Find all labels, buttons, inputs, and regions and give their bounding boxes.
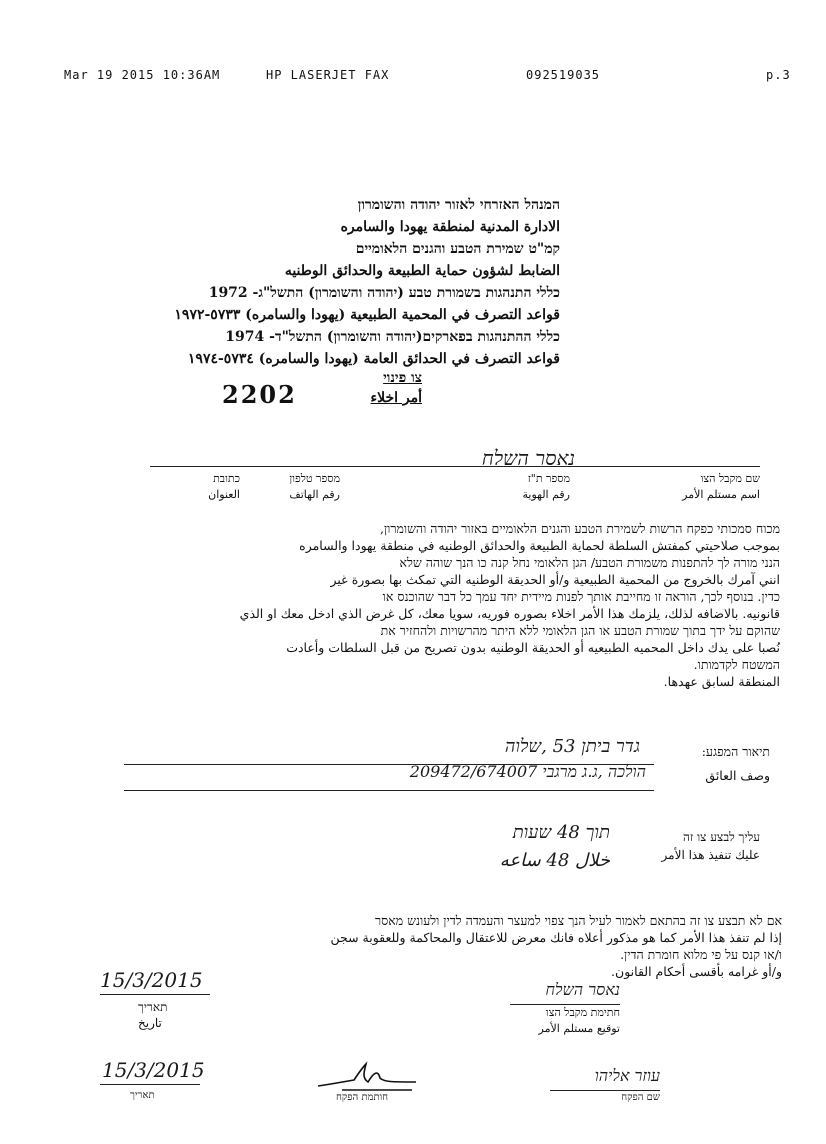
description-line-1: גדר ביתן 53 ,שלוה (504, 736, 640, 757)
deadline-line-2: خلال 48 ساعه (499, 850, 610, 871)
fax-number: 092519035 (526, 68, 601, 82)
recipient-name-label-ar: اسم مستلم الأمر (682, 488, 760, 501)
body-line-7: שהוקם על ידך בתוך שמורת הטבע או הגן הלאומי ללא היתר מהרשויות ולהחזיר את (380, 623, 780, 638)
body-line-9: המשטח לקדמותו. (693, 657, 780, 672)
date2-label-he: תאריך (130, 1090, 155, 1101)
recipient-id-label-he: מספר ת"ז (527, 472, 570, 485)
title-line-8: قواعد التصرف في الحدائق العامة (يهودا والسامره) ٥٧٣٤-١٩٧٤ (187, 351, 560, 367)
recipient-signature-label-ar: توقيع مستلم الأمر (538, 1022, 620, 1035)
date-underline-2 (100, 1084, 200, 1085)
recipient-name-value: נאסר השלח (481, 446, 575, 470)
description-label-he: תיאור המפגע: (701, 744, 770, 759)
body-line-8: نُصبا على يدك داخل المحميه الطبيعيه أو الحديقة الوطنيه بدون تصريح من قبل السلطات وأعادت (286, 640, 780, 655)
inspector-signature: עוזר אליהו (594, 1066, 660, 1085)
order-number: 2202 (222, 380, 297, 409)
description-line-2: הולכה ,ג.ג מרגבי 209472/674007 (409, 762, 646, 781)
title-line-4: الضابط لشؤون حماية الطبيعة والحدائق الوطنيه (284, 263, 560, 279)
deadline-line-1: תוך 48 שעות (512, 822, 610, 843)
penalty-line-4: و/أو غرامه بأقسى أحكام القانون. (611, 964, 782, 979)
stamp-signature-scribble (312, 1060, 422, 1096)
penalty-clause (150, 912, 782, 980)
recipient-signature: נאסר השלח (545, 980, 620, 999)
deadline-label-ar: عليك تنفيذ هذا الأمر (661, 848, 760, 862)
inspector-name-label-he: שם הפקח (621, 1092, 660, 1103)
title-line-1: המנהל האזרחי לאזור יהודה והשומרון (357, 197, 560, 213)
recipient-signature-underline (510, 1004, 620, 1005)
body-line-2: بموجب صلاحيتي كمفتش السلطة لحماية الطبيعة والحدائق الوطنيه في منطقة يهودا والسامره (299, 538, 780, 553)
date-label-he: תאריך (138, 1000, 168, 1014)
description-label-ar: وصف العائق (705, 768, 770, 783)
date-underline-1 (100, 994, 210, 995)
description-underline-2 (124, 790, 654, 791)
recipient-phone-label-he: מספר טלפון (289, 472, 340, 485)
body-line-5: כדין. בנוסף לכך, הוראה זו מחייבת אותך לפנות מיידית יחד עמך כל דבר שהוכנס או (382, 589, 780, 604)
penalty-line-3: ו/או קנס על פי מלוא חומרת הדין. (620, 947, 782, 962)
body-line-4: انني آمرك بالخروج من المحمية الطبيعية و/أو الحديقة الوطنيه التي تمكث بها بصورة غير (330, 572, 780, 587)
date-value-1: 15/3/2015 (100, 968, 203, 992)
fax-header (60, 68, 791, 86)
fax-page: p.3 (766, 68, 791, 82)
penalty-line-1: אם לא תבצע צו זה בהתאם לאמור לעיל הנך צפוי למעצר והעמדה לדין ולעונש מאסר (374, 913, 782, 928)
title-line-6: قواعد التصرف في المحمية الطبيعية (يهودا والسامره) ٥٧٣٣-١٩٧٢ (174, 307, 560, 323)
order-body (60, 520, 780, 690)
body-line-1: מכוח סמכותי כפקח הרשות לשמירת הטבע והגנים הלאומיים באזור יהודה והשומרון, (379, 521, 780, 536)
recipient-phone-label-ar: رقم الهاتف (289, 488, 340, 501)
deadline-label-he: עליך לבצע צו זה (683, 830, 760, 844)
recipient-signature-label-he: חתימת מקבל הצו (545, 1006, 620, 1019)
body-line-3: הנני מורה לך להתפנות משמורת הטבע/ הגן הלאומי נחל קנה כו הנך שוהה שלא (399, 555, 780, 570)
order-title-ar: أمر اخلاء (370, 390, 422, 406)
recipient-address-label-he: כתובת (213, 472, 240, 485)
stamp-label-he: חותמת הפקח (336, 1092, 389, 1103)
recipient-address-label-ar: العنوان (208, 488, 240, 501)
fax-datetime: Mar 19 2015 10:36AM (64, 68, 221, 82)
penalty-line-2: إذا لم تنفذ هذا الأمر كما هو مذكور أعلاه فانك معرض للاعتقال والمحاكمة وللعقوبة سجن (330, 930, 782, 945)
recipient-name-label-he: שם מקבל הצו (700, 472, 760, 485)
date-label-ar: تاريخ (138, 1016, 162, 1030)
order-title (330, 368, 422, 408)
order-title-he: צו פינוי (383, 370, 422, 386)
recipient-id-label-ar: رقم الهوية (522, 488, 570, 501)
date-value-2: 15/3/2015 (102, 1058, 205, 1082)
body-line-6: قانونيه. بالاضافه لذلك، يلزمك هذا الأمر اخلاء بصوره فوريه، سويا معك، كل غرض الذي ادخل معك او الذي (239, 606, 780, 621)
title-block (130, 194, 560, 370)
title-line-7: כללי ההתנהגות בפארקים(יהודה והשומרון) התשל"ד- 1974 (225, 329, 560, 345)
title-line-2: الادارة المدنية لمنطقة يهودا والسامره (340, 219, 560, 235)
inspector-signature-underline (550, 1090, 660, 1091)
fax-device: HP LASERJET FAX (266, 68, 390, 82)
body-line-10: المنطقة لسابق عهدها. (663, 674, 780, 689)
title-line-3: קמ"ט שמירת הטבע והגנים הלאומיים (355, 241, 560, 257)
title-line-5: כללי התנהגות בשמורת טבע (יהודה והשומרון) התשל"ג- 1972 (208, 285, 560, 301)
